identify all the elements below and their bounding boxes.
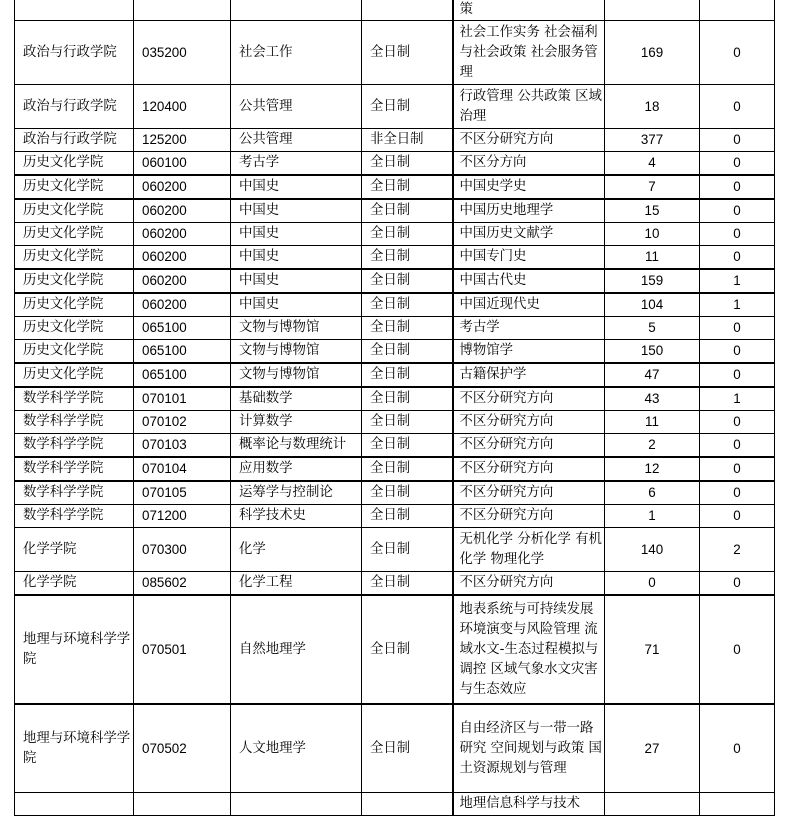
- table-row: [15, 528, 775, 572]
- cell-code: 070300: [134, 528, 231, 572]
- cell-study-mode: 全日制: [362, 340, 453, 364]
- cell-college: 历史文化学院: [15, 317, 134, 340]
- cell-code: 070104: [134, 457, 231, 481]
- table-row: [15, 21, 775, 85]
- cell-study-mode: 非全日制: [362, 129, 453, 152]
- cell-major: 应用数学: [231, 457, 362, 481]
- cell-extra: 0: [700, 340, 775, 364]
- table-row: [15, 317, 775, 340]
- cell-research-direction: 中国史学史: [453, 175, 605, 199]
- cell-major: 基础数学: [231, 387, 362, 411]
- cell-major: 中国史: [231, 175, 362, 199]
- cell-count: 12: [605, 457, 700, 481]
- cell-extra: 0: [700, 85, 775, 129]
- cell-count: 150: [605, 340, 700, 364]
- cell-study-mode: 全日制: [362, 387, 453, 411]
- cell-study-mode: 全日制: [362, 175, 453, 199]
- cell-research-direction: 不区分研究方向: [453, 572, 605, 596]
- cell-college: 政治与行政学院: [15, 21, 134, 85]
- cell-college: 化学学院: [15, 528, 134, 572]
- cell-count: 4: [605, 152, 700, 176]
- cell-research-direction: 不区分研究方向: [453, 481, 605, 505]
- cell-research-direction: 地理信息科学与技术: [453, 793, 605, 816]
- cell-research-direction: 不区分研究方向: [453, 129, 605, 152]
- cell-college: [15, 0, 134, 21]
- cell-code: 035200: [134, 21, 231, 85]
- cell-code: 071200: [134, 505, 231, 528]
- table-row: [15, 505, 775, 528]
- cell-research-direction: 不区分研究方向: [453, 457, 605, 481]
- cell-major: 文物与博物馆: [231, 363, 362, 387]
- cell-study-mode: 全日制: [362, 434, 453, 458]
- cell-research-direction: 自由经济区与一带一路研究 空间规划与政策 国土资源规划与管理: [453, 704, 605, 793]
- cell-major: 中国史: [231, 246, 362, 270]
- cell-count: 7: [605, 175, 700, 199]
- cell-extra: 0: [700, 199, 775, 223]
- cell-major: 概率论与数理统计: [231, 434, 362, 458]
- cell-count: 6: [605, 481, 700, 505]
- cell-college: [15, 793, 134, 816]
- cell-code: 060200: [134, 223, 231, 246]
- cell-code: 085602: [134, 572, 231, 596]
- cell-major: 化学: [231, 528, 362, 572]
- table-row: [15, 199, 775, 223]
- cell-research-direction: 中国古代史: [453, 269, 605, 293]
- cell-research-direction: 博物馆学: [453, 340, 605, 364]
- cell-code: 125200: [134, 129, 231, 152]
- cell-major: 人文地理学: [231, 704, 362, 793]
- cell-research-direction: 不区分研究方向: [453, 434, 605, 458]
- cell-research-direction: 不区分研究方向: [453, 411, 605, 434]
- cell-study-mode: 全日制: [362, 223, 453, 246]
- cell-research-direction: 中国历史地理学: [453, 199, 605, 223]
- cell-extra: 0: [700, 175, 775, 199]
- cell-major: 考古学: [231, 152, 362, 176]
- cell-extra: 0: [700, 21, 775, 85]
- cell-research-direction: 策: [453, 0, 605, 21]
- cell-code: 070105: [134, 481, 231, 505]
- cell-study-mode: 全日制: [362, 21, 453, 85]
- cell-count: 2: [605, 434, 700, 458]
- cell-extra: [700, 0, 775, 21]
- table-row-partial-top: [15, 0, 775, 21]
- table-row: [15, 129, 775, 152]
- cell-study-mode: 全日制: [362, 528, 453, 572]
- cell-major: 自然地理学: [231, 595, 362, 704]
- cell-research-direction: 不区分研究方向: [453, 387, 605, 411]
- cell-major: 运筹学与控制论: [231, 481, 362, 505]
- cell-college: 历史文化学院: [15, 340, 134, 364]
- cell-major: [231, 0, 362, 21]
- cell-extra: 1: [700, 293, 775, 317]
- cell-research-direction: 无机化学 分析化学 有机化学 物理化学: [453, 528, 605, 572]
- cell-count: 43: [605, 387, 700, 411]
- cell-extra: 0: [700, 704, 775, 793]
- cell-code: 060200: [134, 246, 231, 270]
- cell-major: 中国史: [231, 269, 362, 293]
- cell-extra: 2: [700, 528, 775, 572]
- cell-major: 中国史: [231, 199, 362, 223]
- cell-college: 数学科学学院: [15, 434, 134, 458]
- cell-extra: 0: [700, 411, 775, 434]
- cell-study-mode: 全日制: [362, 269, 453, 293]
- cell-major: 科学技术史: [231, 505, 362, 528]
- cell-major: 公共管理: [231, 85, 362, 129]
- cell-college: 历史文化学院: [15, 293, 134, 317]
- cell-count: 1: [605, 505, 700, 528]
- table-row: [15, 246, 775, 270]
- cell-extra: 0: [700, 152, 775, 176]
- cell-count: 27: [605, 704, 700, 793]
- cell-major: 中国史: [231, 223, 362, 246]
- cell-study-mode: 全日制: [362, 572, 453, 596]
- cell-count: 0: [605, 572, 700, 596]
- cell-code: 070502: [134, 704, 231, 793]
- cell-college: 历史文化学院: [15, 175, 134, 199]
- cell-count: 10: [605, 223, 700, 246]
- cell-study-mode: [362, 793, 453, 816]
- cell-study-mode: 全日制: [362, 246, 453, 270]
- cell-major: 化学工程: [231, 572, 362, 596]
- table-row: [15, 363, 775, 387]
- cell-code: 060200: [134, 269, 231, 293]
- cell-extra: 0: [700, 246, 775, 270]
- cell-major: [231, 793, 362, 816]
- cell-study-mode: 全日制: [362, 481, 453, 505]
- cell-college: 历史文化学院: [15, 152, 134, 176]
- cell-code: 070103: [134, 434, 231, 458]
- cell-count: 169: [605, 21, 700, 85]
- cell-extra: 0: [700, 363, 775, 387]
- cell-study-mode: 全日制: [362, 317, 453, 340]
- cell-study-mode: 全日制: [362, 704, 453, 793]
- table-row: [15, 704, 775, 793]
- cell-major: 文物与博物馆: [231, 340, 362, 364]
- cell-code: 120400: [134, 85, 231, 129]
- cell-college: 数学科学学院: [15, 387, 134, 411]
- cell-study-mode: 全日制: [362, 152, 453, 176]
- cell-code: 065100: [134, 340, 231, 364]
- cell-research-direction: 地表系统与可持续发展 环境演变与风险管理 流域水文-生态过程模拟与调控 区域气象水文灾害与生态效应: [453, 595, 605, 704]
- cell-code: 060200: [134, 293, 231, 317]
- cell-count: [605, 793, 700, 816]
- cell-college: 数学科学学院: [15, 481, 134, 505]
- cell-code: [134, 793, 231, 816]
- cell-major: 文物与博物馆: [231, 317, 362, 340]
- table-row: [15, 152, 775, 176]
- table-row: [15, 223, 775, 246]
- cell-college: 历史文化学院: [15, 246, 134, 270]
- cell-code: 070101: [134, 387, 231, 411]
- cell-college: 地理与环境科学学院: [15, 595, 134, 704]
- cell-count: 11: [605, 246, 700, 270]
- cell-extra: [700, 793, 775, 816]
- cell-research-direction: 中国近现代史: [453, 293, 605, 317]
- cell-extra: 1: [700, 269, 775, 293]
- cell-count: 140: [605, 528, 700, 572]
- table-row: [15, 595, 775, 704]
- cell-extra: 0: [700, 317, 775, 340]
- cell-study-mode: 全日制: [362, 199, 453, 223]
- table-row: [15, 175, 775, 199]
- cell-research-direction: 中国历史文献学: [453, 223, 605, 246]
- cell-major: 计算数学: [231, 411, 362, 434]
- cell-college: 政治与行政学院: [15, 85, 134, 129]
- cell-code: 065100: [134, 363, 231, 387]
- cell-code: [134, 0, 231, 21]
- cell-major: 社会工作: [231, 21, 362, 85]
- cell-count: 47: [605, 363, 700, 387]
- table-row: [15, 411, 775, 434]
- cell-count: 159: [605, 269, 700, 293]
- cell-college: 数学科学学院: [15, 505, 134, 528]
- cell-extra: 0: [700, 129, 775, 152]
- cell-study-mode: 全日制: [362, 85, 453, 129]
- cell-extra: 0: [700, 457, 775, 481]
- table-row: [15, 387, 775, 411]
- cell-count: 71: [605, 595, 700, 704]
- table-row: [15, 340, 775, 364]
- cell-college: 地理与环境科学学院: [15, 704, 134, 793]
- table-row: [15, 457, 775, 481]
- cell-research-direction: 中国专门史: [453, 246, 605, 270]
- cell-study-mode: 全日制: [362, 293, 453, 317]
- cell-extra: 0: [700, 595, 775, 704]
- cell-college: 历史文化学院: [15, 363, 134, 387]
- cell-count: 5: [605, 317, 700, 340]
- cell-count: 18: [605, 85, 700, 129]
- table-row: [15, 85, 775, 129]
- cell-study-mode: 全日制: [362, 505, 453, 528]
- cell-research-direction: 行政管理 公共政策 区域治理: [453, 85, 605, 129]
- cell-code: 060100: [134, 152, 231, 176]
- cell-college: 数学科学学院: [15, 411, 134, 434]
- cell-code: 070102: [134, 411, 231, 434]
- cell-code: 070501: [134, 595, 231, 704]
- table-row: [15, 793, 775, 816]
- table-row: [15, 293, 775, 317]
- cell-research-direction: 社会工作实务 社会福利与社会政策 社会服务管理: [453, 21, 605, 85]
- cell-college: 历史文化学院: [15, 269, 134, 293]
- cell-study-mode: 全日制: [362, 363, 453, 387]
- cell-research-direction: 不区分研究方向: [453, 505, 605, 528]
- cell-extra: 0: [700, 505, 775, 528]
- cell-research-direction: 古籍保护学: [453, 363, 605, 387]
- cell-code: 065100: [134, 317, 231, 340]
- cell-college: 数学科学学院: [15, 457, 134, 481]
- cell-count: 11: [605, 411, 700, 434]
- cell-research-direction: 不区分方向: [453, 152, 605, 176]
- cell-count: 104: [605, 293, 700, 317]
- table-row: [15, 269, 775, 293]
- cell-count: 377: [605, 129, 700, 152]
- cell-extra: 0: [700, 223, 775, 246]
- cell-code: 060200: [134, 199, 231, 223]
- table-row: [15, 434, 775, 458]
- cell-study-mode: 全日制: [362, 457, 453, 481]
- cell-study-mode: 全日制: [362, 411, 453, 434]
- cell-research-direction: 考古学: [453, 317, 605, 340]
- cell-count: [605, 0, 700, 21]
- cell-college: 化学学院: [15, 572, 134, 596]
- cell-study-mode: 全日制: [362, 595, 453, 704]
- cell-college: 历史文化学院: [15, 199, 134, 223]
- table-row: [15, 572, 775, 596]
- cell-study-mode: [362, 0, 453, 21]
- cell-extra: 0: [700, 572, 775, 596]
- cell-count: 15: [605, 199, 700, 223]
- cell-major: 公共管理: [231, 129, 362, 152]
- cell-extra: 0: [700, 481, 775, 505]
- cell-major: 中国史: [231, 293, 362, 317]
- cell-extra: 0: [700, 434, 775, 458]
- enrollment-table: [14, 0, 775, 816]
- cell-college: 政治与行政学院: [15, 129, 134, 152]
- table-row: [15, 481, 775, 505]
- cell-code: 060200: [134, 175, 231, 199]
- cell-extra: 1: [700, 387, 775, 411]
- cell-college: 历史文化学院: [15, 223, 134, 246]
